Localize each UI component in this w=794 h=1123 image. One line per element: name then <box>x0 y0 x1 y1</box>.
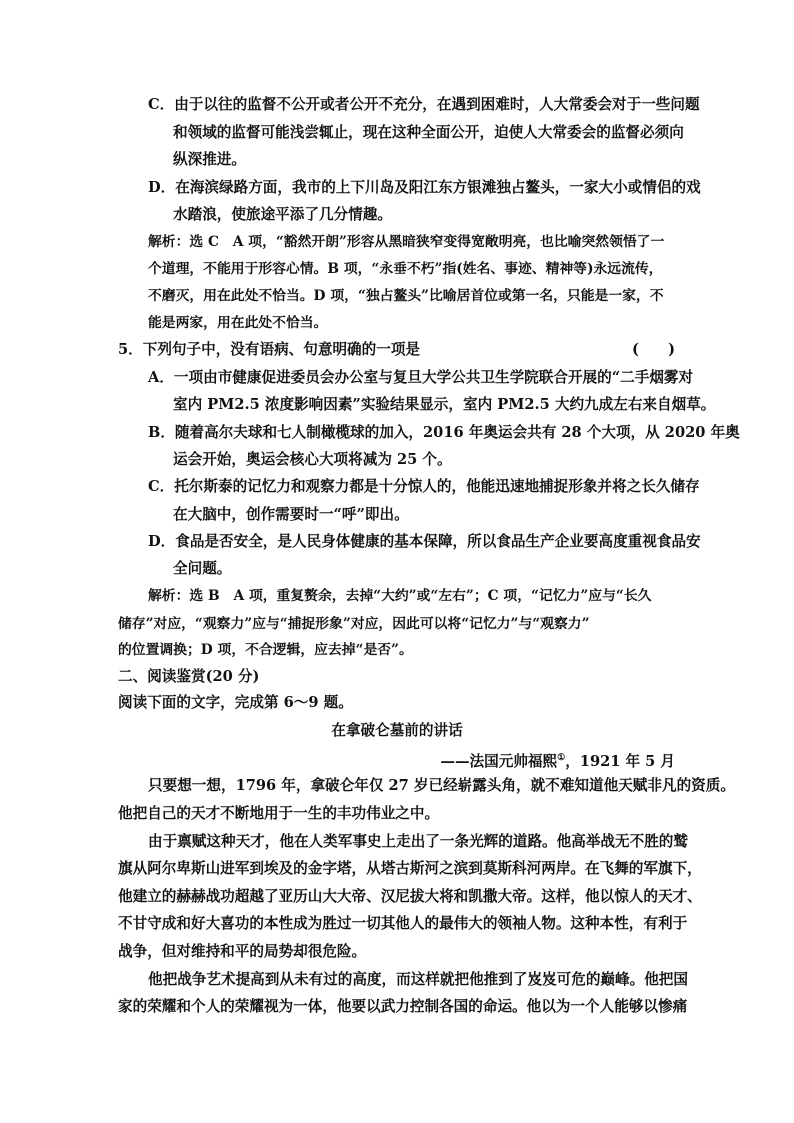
byline-date: ，1921 年 5 月 <box>565 752 675 770</box>
q5-option-d-line2: 全问题。 <box>173 560 232 577</box>
footnote-marker: ① <box>557 753 566 763</box>
q5-answer-bracket: ( ) <box>632 341 675 358</box>
q4-analysis-line3: 不磨灭，用在此处不恰当。D 项，“独占鳌头”比喻居首位或第一名，只能是一家，不 <box>148 288 664 304</box>
section-heading: 二、阅读鉴赏(20 分) <box>118 668 260 685</box>
q5-analysis-line3: 的位置调换；D 项，不合逻辑，应去掉“是否”。 <box>118 642 413 658</box>
q5-option-c-line2: 在大脑中，创作需要时一“呼”即出。 <box>173 506 409 523</box>
paragraph2-line3: 他建立的赫赫战功超越了亚历山大大帝、汉尼拔大将和凯撒大帝。这样，他以惊人的天才、 <box>118 888 702 905</box>
paragraph3-line2: 家的荣耀和个人的荣耀视为一体，他要以武力控制各国的命运。他以为一个人能够以惨痛 <box>118 998 688 1015</box>
paragraph2-line2: 旗从阿尔卑斯山进军到埃及的金字塔，从塔古斯河之滨到莫斯科河两岸。在飞舞的军旗下， <box>118 860 702 877</box>
q4-option-c-line3: 纵深推进。 <box>173 151 246 168</box>
paragraph2-line5: 战争，但对维持和平的局势却很危险。 <box>118 943 367 960</box>
q4-option-d-line2: 水踏浪，使旅途平添了几分情趣。 <box>173 206 392 223</box>
article-byline <box>0 748 675 772</box>
q5-option-a-line2: 室内 PM2.5 浓度影响因素”实验结果显示，室内 PM2.5 大约九成左右来自烟草。 <box>173 396 716 413</box>
q4-option-c-line1: C．由于以往的监督不公开或者公开不充分，在遇到困难时，人大常委会对于一些问题 <box>148 96 700 113</box>
q5-option-d-line1: D．食品是否安全，是人民身体健康的基本保障，所以食品生产企业要高度重视食品安 <box>148 533 701 550</box>
q5-analysis-line2: 储存”对应，“观察力”应与“捕捉形象”对应，因此可以将“记忆力”与“观察力” <box>118 616 590 632</box>
byline-author: ——法国元帅福熙 <box>440 752 558 770</box>
q4-analysis-line2: 个道理，不能用于形容心情。B 项，“永垂不朽”指(姓名、事迹、精神等)永远流传， <box>148 261 663 277</box>
q5-option-b-line1: B．随着高尔夫球和七人制橄榄球的加入，2016 年奥运会共有 28 个大项，从 2020 年奥 <box>148 424 740 441</box>
q4-option-d-line1: D．在海滨绿路方面，我市的上下川岛及阳江东方银滩独占鳌头，一家大小或情侣的戏 <box>148 179 701 196</box>
paragraph1-line1: 只要想一想，1796 年，拿破仑年仅 27 岁已经崭露头角，就不难知道他天赋非凡的资质。 <box>148 777 735 794</box>
q4-analysis-line4: 能是两家，用在此处不恰当。 <box>148 315 328 331</box>
paragraph1-line2: 他把自己的天才不断地用于一生的丰功伟业之中。 <box>118 805 440 822</box>
q4-option-c-line2: 和领域的监督可能浅尝辄止，现在这种全面公开，迫使人大常委会的监督必须向 <box>173 124 684 141</box>
q5-option-a-line1: A．一项由市健康促进委员会办公室与复旦大学公共卫生学院联合开展的“二手烟雾对 <box>148 369 694 386</box>
paragraph2-line4: 不甘守成和好大喜功的本性成为胜过一切其他人的最伟大的领袖人物。这种本性，有利于 <box>118 915 688 932</box>
article-title: 在拿破仑墓前的讲话 <box>331 722 463 739</box>
q5-analysis-line1: 解析：选 B A 项，重复赘余，去掉“大约”或“左右”；C 项，“记忆力”应与“长久 <box>148 588 652 604</box>
q5-option-c-line1: C．托尔斯泰的记忆力和观察力都是十分惊人的，他能迅速地捕捉形象并将之长久储存 <box>148 478 700 495</box>
q4-analysis-line1: 解析：选 C A 项，“豁然开朗”形容从黑暗狭窄变得宽敞明亮，也比喻突然领悟了一 <box>148 234 665 250</box>
paragraph3-line1: 他把战争艺术提高到从未有过的高度，而这样就把他推到了岌岌可危的巅峰。他把国 <box>148 971 688 988</box>
q5-option-b-line2: 运会开始，奥运会核心大项将减为 25 个。 <box>173 451 452 468</box>
q5-stem: 5．下列句子中，没有语病、句意明确的一项是 <box>118 341 421 358</box>
section-instruction: 阅读下面的文字，完成第 6～9 题。 <box>118 694 353 711</box>
paragraph2-line1: 由于禀赋这种天才，他在人类军事史上走出了一条光辉的道路。他高举战无不胜的鹫 <box>148 833 688 850</box>
